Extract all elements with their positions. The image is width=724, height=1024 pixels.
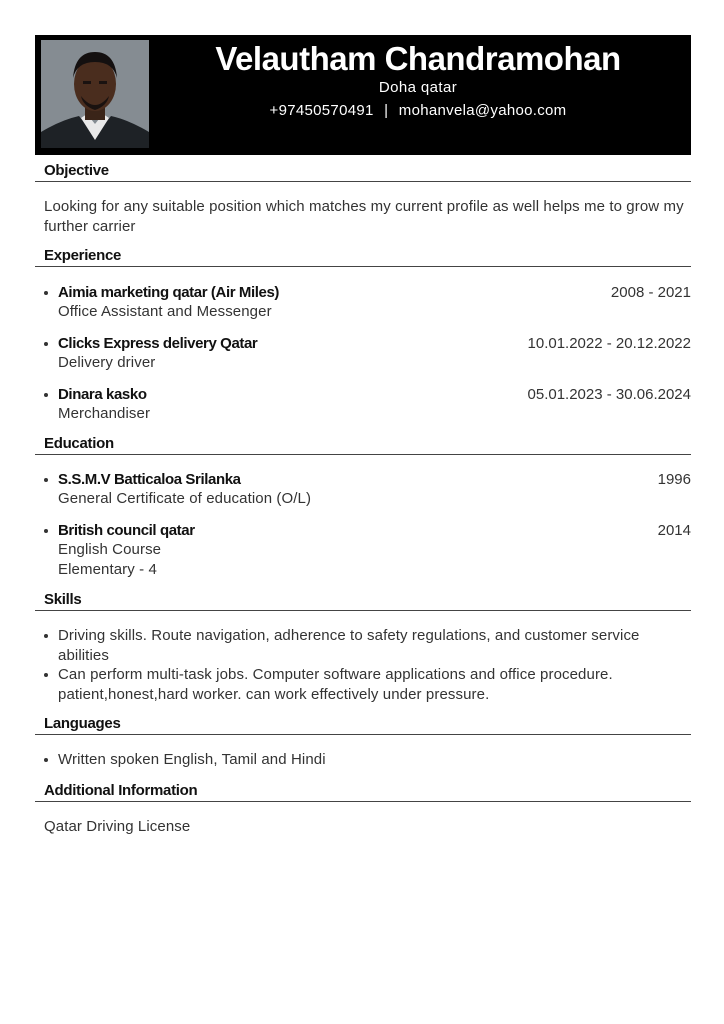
skill-text: Driving skills. Route navigation, adherence to safety regulations, and customer service abilities	[58, 627, 640, 664]
education-year: 2014	[657, 522, 691, 539]
skill-text: Can perform multi-task jobs. Computer software applications and office procedure. patient,honest,hard worker. can work effectively under pressure.	[58, 666, 613, 703]
experience-company: Aimia marketing qatar (Air Miles)	[58, 284, 280, 301]
experience-dates: 2008 - 2021	[610, 284, 691, 301]
profile-photo	[41, 40, 149, 148]
candidate-location: Doha qatar	[378, 79, 458, 96]
bullet-icon	[44, 673, 48, 677]
experience-role: Office Assistant and Messenger	[58, 303, 272, 320]
additional-info-heading: Additional Information	[35, 781, 691, 802]
email-address: mohanvela@yahoo.com	[398, 102, 567, 119]
experience-company: Clicks Express delivery Qatar	[58, 335, 258, 352]
education-school: S.S.M.V Batticaloa Srilanka	[58, 471, 241, 488]
bullet-icon	[44, 478, 48, 482]
experience-company: Dinara kasko	[58, 386, 147, 403]
bullet-icon	[44, 634, 48, 638]
education-school: British council qatar	[58, 522, 195, 539]
bullet-icon	[44, 342, 48, 346]
contact-separator: |	[384, 102, 389, 119]
education-detail: English Course	[58, 541, 162, 558]
objective-heading: Objective	[35, 161, 691, 182]
experience-heading: Experience	[35, 246, 691, 267]
language-text: Written spoken English, Tamil and Hindi	[58, 751, 326, 768]
languages-heading: Languages	[35, 714, 691, 735]
experience-role: Merchandiser	[58, 405, 151, 422]
education-year: 1996	[657, 471, 691, 488]
bullet-icon	[44, 758, 48, 762]
bullet-icon	[44, 291, 48, 295]
education-detail: Elementary - 4	[58, 561, 157, 578]
bullet-icon	[44, 529, 48, 533]
education-heading: Education	[35, 434, 691, 455]
contact-line	[145, 102, 691, 120]
experience-dates: 10.01.2022 - 20.12.2022	[527, 335, 691, 352]
objective-text: Looking for any suitable position which matches my current profile as well helps me to grow my further carrier	[44, 198, 684, 235]
additional-info-text: Qatar Driving License	[44, 818, 191, 835]
bullet-icon	[44, 393, 48, 397]
education-detail: General Certificate of education (O/L)	[58, 490, 312, 507]
experience-dates: 05.01.2023 - 30.06.2024	[527, 386, 691, 403]
resume-header	[35, 35, 691, 155]
phone-number: +97450570491	[269, 102, 374, 119]
candidate-name: Velautham Chandramohan	[215, 40, 621, 77]
experience-role: Delivery driver	[58, 354, 156, 371]
skills-heading: Skills	[35, 590, 691, 611]
